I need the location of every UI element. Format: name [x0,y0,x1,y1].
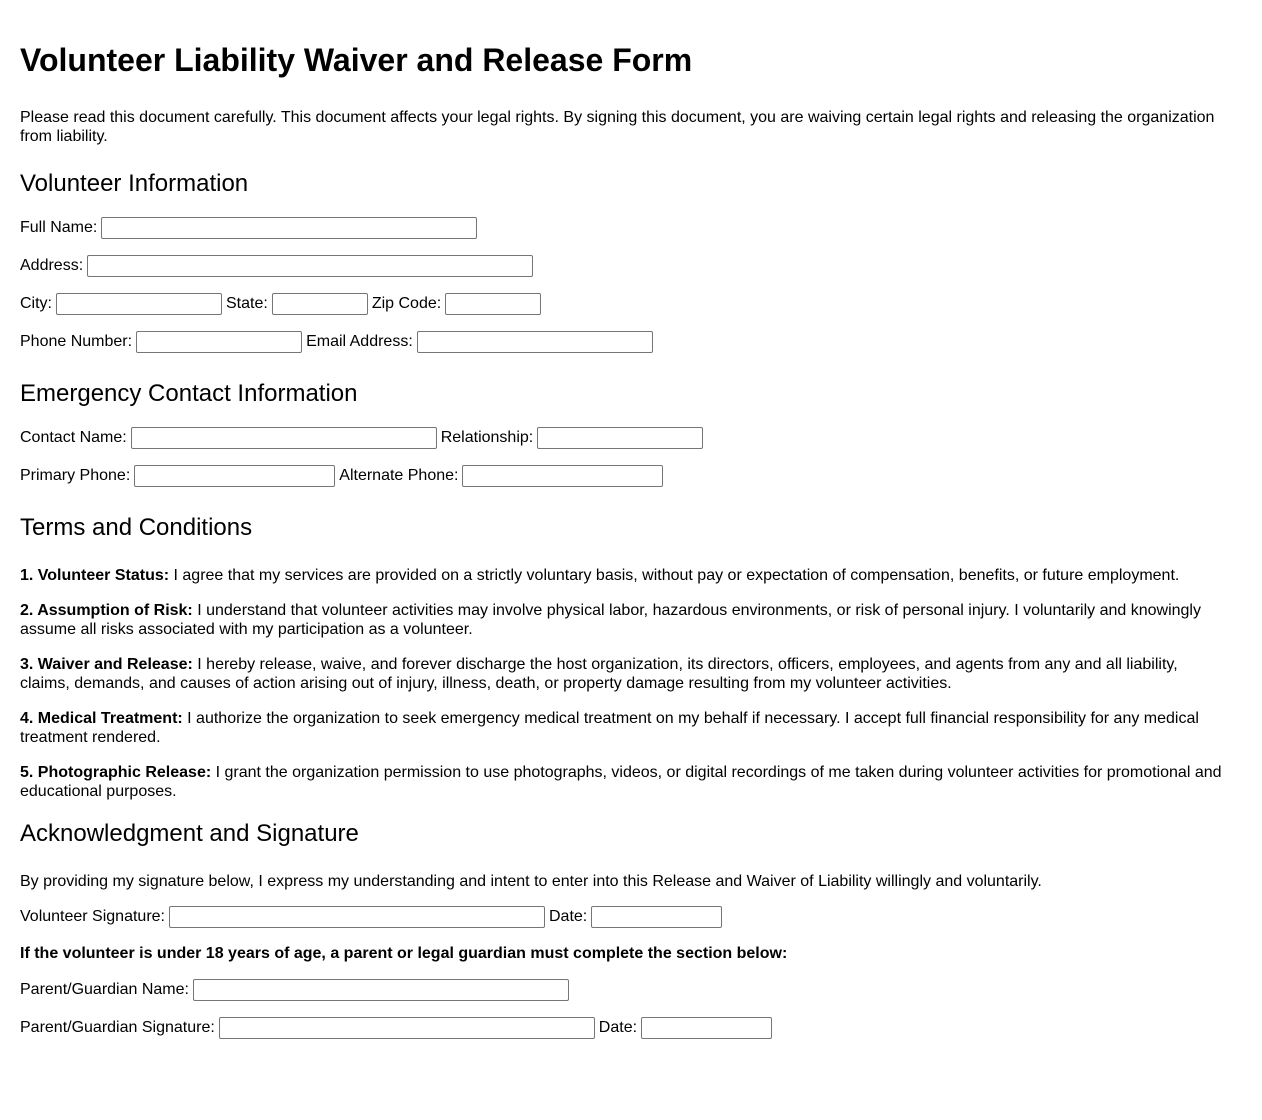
guardian-signature-label: Parent/Guardian Signature: [20,1019,215,1036]
alternate-phone-label: Alternate Phone: [339,467,459,484]
zip-code-input[interactable] [445,293,541,315]
volunteer-info-section [20,209,1242,361]
minor-notice: If the volunteer is under 18 years of age, a parent or legal guardian must complete the section below: [20,945,788,962]
zip-code-label: Zip Code: [371,295,442,312]
term-text: I hereby release, waive, and forever discharge the host organization, its directors, officers, employees, and agents from any and all liability, claims, demands, and causes of action arising out of injury, illness, death, or property damage resulting from my volunteer activities. [20,656,1178,692]
term-title: 3. Waiver and Release: [20,656,193,673]
volunteer-info-heading: Volunteer Information [20,170,249,197]
signature-section [20,898,1242,936]
contact-name-label: Contact Name: [20,429,127,446]
volunteer-signature-input[interactable] [169,906,545,928]
city-state-zip-row [20,285,1242,323]
acknowledgment-heading: Acknowledgment and Signature [20,820,359,847]
guardian-name-input[interactable] [193,979,569,1001]
email-address-label: Email Address: [306,333,413,350]
volunteer-signature-row [20,898,1242,936]
terms-heading: Terms and Conditions [20,514,253,541]
email-address-input[interactable] [417,331,653,353]
guardian-date-label: Date: [598,1019,638,1036]
alternate-phone-input[interactable] [462,465,663,487]
guardian-signature-input[interactable] [219,1017,595,1039]
term-text: I grant the organization permission to use photographs, videos, or digital recordings of me taken during volunteer activities for promotional and educational purposes. [20,764,1222,800]
phones-row [20,457,1242,495]
address-row [20,247,1242,285]
term-item [20,566,1225,585]
term-item [20,601,1225,639]
phone-email-row [20,323,1242,361]
terms-list [20,566,1242,801]
date-label: Date: [549,908,588,925]
primary-phone-input[interactable] [134,465,335,487]
term-text: I agree that my services are provided on a strictly voluntary basis, without pay or expectation of compensation, benefits, or future employment. [169,567,1180,584]
term-title: 2. Assumption of Risk: [20,602,193,619]
relationship-label: Relationship: [440,429,534,446]
guardian-name-label: Parent/Guardian Name: [20,981,189,998]
state-input[interactable] [272,293,368,315]
address-input[interactable] [87,255,533,277]
emergency-contact-heading: Emergency Contact Information [20,380,358,407]
term-title: 5. Photographic Release: [20,764,212,781]
guardian-date-input[interactable] [641,1017,772,1039]
city-input[interactable] [56,293,222,315]
phone-number-label: Phone Number: [20,333,133,350]
primary-phone-label: Primary Phone: [20,467,131,484]
contact-name-input[interactable] [131,427,437,449]
full-name-row [20,209,1242,247]
term-item [20,655,1225,693]
relationship-input[interactable] [537,427,703,449]
page-title: Volunteer Liability Waiver and Release Form [20,42,693,78]
term-title: 4. Medical Treatment: [20,710,183,727]
guardian-signature-row [20,1009,1242,1047]
volunteer-date-input[interactable] [591,906,722,928]
emergency-contact-section [20,419,1242,495]
full-name-input[interactable] [101,217,477,239]
term-text: I authorize the organization to seek emergency medical treatment on my behalf if necessary. I accept full financial responsibility for any medical treatment rendered. [20,710,1199,746]
guardian-section [20,971,1242,1047]
city-label: City: [20,295,52,312]
state-label: State: [226,295,268,312]
address-label: Address: [20,257,84,274]
term-item [20,709,1225,747]
acknowledgment-text: By providing my signature below, I express my understanding and intent to enter into this Release and Waiver of Liability willingly and voluntarily. [20,873,1042,890]
guardian-name-row [20,971,1242,1009]
phone-number-input[interactable] [136,331,302,353]
intro-text: Please read this document carefully. This document affects your legal rights. By signing this document, you are waiving certain legal rights and releasing the organization from liability. [20,109,1215,145]
term-title: 1. Volunteer Status: [20,567,170,584]
term-item [20,763,1225,801]
full-name-label: Full Name: [20,219,98,236]
term-text: I understand that volunteer activities may involve physical labor, hazardous environments, or risk of personal injury. I voluntarily and knowingly assume all risks associated with my participation as a volunteer. [20,602,1201,638]
contact-name-row [20,419,1242,457]
volunteer-signature-label: Volunteer Signature: [20,908,165,925]
